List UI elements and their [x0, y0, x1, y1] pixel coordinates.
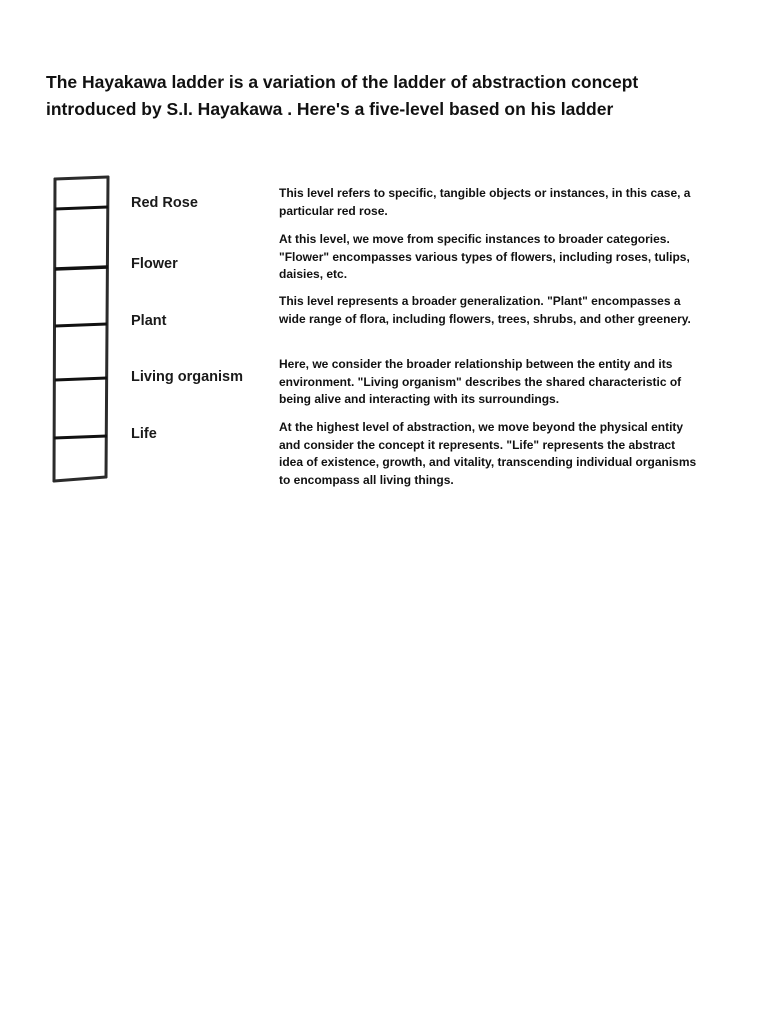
ladder-left-rail — [54, 179, 55, 481]
ladder-rung-1 — [55, 207, 108, 209]
ladder-rung-2 — [55, 267, 108, 269]
level-description-red-rose: This level refers to specific, tangible objects or instances, in this case, a particular red rose. — [279, 186, 691, 218]
ladder-top-rail — [55, 177, 108, 179]
level-label-red-rose: Red Rose — [131, 195, 198, 211]
level-label-flower: Flower — [131, 256, 178, 272]
level-label-life: Life — [131, 426, 157, 442]
title-line-1: The Hayakawa ladder is a variation of the ladder of abstraction concept — [46, 72, 639, 92]
ladder-rung-3 — [55, 324, 107, 326]
level-label-living-organism: Living organism — [131, 369, 243, 385]
title-line-2: introduced by S.I. Hayakawa . Here's a five-level based on his ladder — [46, 99, 614, 119]
ladder-right-rail — [106, 177, 108, 477]
page-title — [46, 69, 726, 123]
ladder-bottom-rail — [54, 477, 106, 481]
level-label-plant: Plant — [131, 313, 167, 329]
ladder-rung-4 — [55, 378, 107, 380]
ladder-rung-5 — [54, 436, 107, 438]
level-description-life: At the highest level of abstraction, we move beyond the physical entity and consider the concept it represents. "Life" represents the abstract idea of existence, growth, and vitality, transcending individual organisms to encompass all living things. — [279, 420, 697, 487]
ladder-diagram — [46, 170, 122, 490]
level-description-plant: This level represents a broader generalization. "Plant" encompasses a wide range of flora, including flowers, trees, shrubs, and other greenery. — [279, 294, 691, 326]
level-description-flower: At this level, we move from specific instances to broader categories. "Flower" encompasses various types of flowers, including roses, tulips, daisies, etc. — [279, 232, 690, 281]
level-description-living-organism: Here, we consider the broader relationship between the entity and its environment. "Living organism" describes the shared characteristic of being alive and interacting with its surroundings. — [279, 357, 682, 406]
